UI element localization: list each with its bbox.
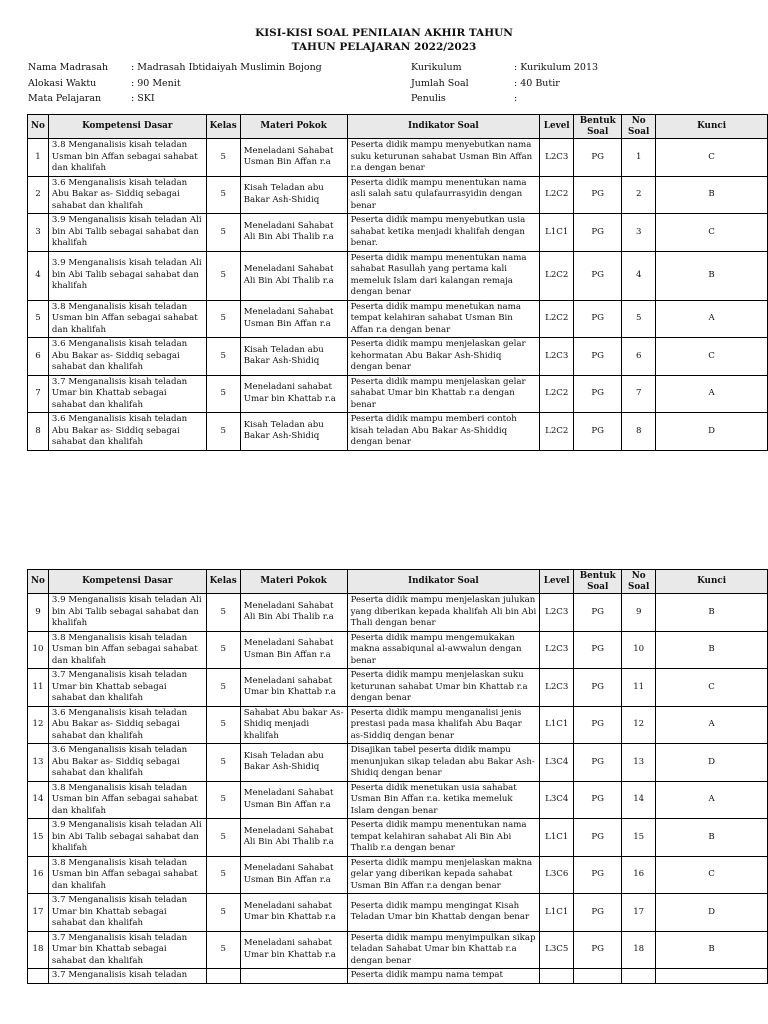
table-row (28, 214, 768, 252)
meta-left (28, 60, 322, 107)
cell-materi: Kisah Teladan abu Bakar Ash-Shidiq (240, 338, 347, 376)
cell-no: 1 (28, 139, 49, 177)
cell-bentuk: PG (574, 631, 622, 669)
cell-bentuk: PG (574, 594, 622, 632)
cell-indikator: Peserta didik mampu menentukan nama tempat kelahiran sahabat Ali Bin Abi Thalib r.a dengan benar (347, 819, 540, 857)
table-body (28, 139, 768, 451)
cell-level: L3C5 (540, 931, 574, 969)
column-header: No (28, 115, 49, 139)
cell-indikator: Peserta didik mampu menganalisi jenis prestasi pada masa khalifah Abu Baqar as-Siddiq dengan benar (347, 706, 540, 744)
cell-kelas: 5 (206, 669, 240, 707)
meta-value: : (514, 93, 518, 104)
cell-kompetensi: 3.9 Menganalisis kisah teladan Ali bin Abi Talib sebagai sahabat dan khalifah (48, 214, 206, 252)
cell-indikator: Peserta didik mampu menetukan nama tempat kelahiran sahabat Usman Bin Affan r.a dengan benar (347, 300, 540, 338)
cell-nosoal: 5 (622, 300, 656, 338)
cell-kelas: 5 (206, 781, 240, 819)
cell-bentuk: PG (574, 300, 622, 338)
cell-kunci: A (656, 300, 768, 338)
cell-no: 17 (28, 894, 49, 932)
cell-bentuk: PG (574, 744, 622, 782)
title-line-1: KISI-KISI SOAL PENILAIAN AKHIR TAHUN (255, 27, 513, 39)
cell-bentuk: PG (574, 338, 622, 376)
cell-no: 11 (28, 669, 49, 707)
cell-kunci: A (656, 706, 768, 744)
cell-nosoal: 1 (622, 139, 656, 177)
cell-level: L2C2 (540, 251, 574, 300)
cell-nosoal: 2 (622, 176, 656, 214)
column-header: Indikator Soal (347, 570, 540, 594)
meta-row (411, 91, 598, 107)
column-header: Materi Pokok (240, 570, 347, 594)
column-header: Level (540, 570, 574, 594)
cell-kunci: B (656, 631, 768, 669)
cell-kompetensi: 3.7 Menganalisis kisah teladan Umar bin Khattab sebagai sahabat dan khalifah (48, 894, 206, 932)
document-title (0, 26, 768, 54)
cell-kelas: 5 (206, 931, 240, 969)
cell-kelas: 5 (206, 894, 240, 932)
table-row (28, 139, 768, 177)
cell-kelas: 5 (206, 856, 240, 894)
cell-bentuk: PG (574, 669, 622, 707)
column-header: Level (540, 115, 574, 139)
cell-bentuk: PG (574, 139, 622, 177)
column-header: Kelas (206, 570, 240, 594)
cell-kunci: B (656, 594, 768, 632)
cell-no: 3 (28, 214, 49, 252)
meta-row (28, 91, 322, 107)
cell-indikator: Peserta didik mampu menentukan nama sahabat Rasullah yang pertama kali memeluk Islam dari kalangan remaja dengan benar (347, 251, 540, 300)
cell-indikator: Peserta didik mampu menyebutkan usia sahabat ketika menjadi khalifah dengan benar. (347, 214, 540, 252)
cell-kunci: D (656, 413, 768, 451)
meta-row (411, 60, 598, 76)
cell-indikator: Peserta didik mampu mengemukakan makna assabiqunal al-awwalun dengan benar (347, 631, 540, 669)
cell-bentuk: PG (574, 176, 622, 214)
cell-kunci: C (656, 669, 768, 707)
cell-indikator: Peserta didik mampu menyimpulkan sikap teladan Sahabat Umar bin Khattab r.a dengan benar (347, 931, 540, 969)
cell-bentuk: PG (574, 856, 622, 894)
table-row (28, 300, 768, 338)
cell-kompetensi: 3.8 Menganalisis kisah teladan Usman bin Affan sebagai sahabat dan khalifah (48, 631, 206, 669)
cell-level: L2C3 (540, 594, 574, 632)
column-header: Kompetensi Dasar (48, 570, 206, 594)
cell-no: 12 (28, 706, 49, 744)
cell-indikator: Disajikan tabel peserta didik mampu menunjukan sikap teladan abu Bakar Ash-Shidiq dengan benar (347, 744, 540, 782)
column-header: Kelas (206, 115, 240, 139)
column-header: No (28, 570, 49, 594)
cell-indikator: Peserta didik mampu menjelaskan gelar sahabat Umar bin Khattab r.a dengan benar (347, 375, 540, 413)
cell-kelas: 5 (206, 139, 240, 177)
cell-nosoal: 13 (622, 744, 656, 782)
meta-label: Mata Pelajaran (28, 93, 102, 104)
cell-indikator: Peserta didik mampu menjelaskan makna gelar yang diberikan kepada sahabat Usman Bin Affan r.a dengan benar (347, 856, 540, 894)
cell-materi: Meneladani Sahabat Usman Bin Affan r.a (240, 856, 347, 894)
cell-no: 16 (28, 856, 49, 894)
cell-bentuk (574, 969, 622, 984)
table-row (28, 669, 768, 707)
cell-materi: Meneladani Sahabat Ali Bin Abi Thalib r.a (240, 819, 347, 857)
cell-nosoal: 8 (622, 413, 656, 451)
kisi-table-2 (27, 569, 768, 984)
table-row (28, 819, 768, 857)
cell-level: L2C2 (540, 176, 574, 214)
cell-kompetensi: 3.7 Menganalisis kisah teladan Umar bin Khattab sebagai sahabat dan khalifah (48, 375, 206, 413)
cell-nosoal: 7 (622, 375, 656, 413)
cell-level: L2C3 (540, 631, 574, 669)
cell-indikator: Peserta didik mampu menyebutkan nama suku keturunan sahabat Usman Bin Affan r.a dengan benar (347, 139, 540, 177)
cell-kompetensi: 3.6 Menganalisis kisah teladan Abu Bakar as- Siddiq sebagai sahabat dan khalifah (48, 413, 206, 451)
cell-kelas: 5 (206, 176, 240, 214)
cell-no: 10 (28, 631, 49, 669)
cell-kelas: 5 (206, 744, 240, 782)
table-row (28, 894, 768, 932)
cell-nosoal: 4 (622, 251, 656, 300)
column-header: Bentuk Soal (574, 115, 622, 139)
cell-indikator: Peserta didik mampu menjelaskan suku keturunan sahabat Umar bin Khattab r.a dengan benar (347, 669, 540, 707)
cell-bentuk: PG (574, 931, 622, 969)
table-row (28, 413, 768, 451)
cell-kelas: 5 (206, 300, 240, 338)
meta-value: : 40 Butir (514, 77, 560, 89)
cell-kompetensi: 3.9 Menganalisis kisah teladan Ali bin Abi Talib sebagai sahabat dan khalifah (48, 251, 206, 300)
cell-nosoal: 14 (622, 781, 656, 819)
cell-bentuk: PG (574, 781, 622, 819)
cell-kompetensi: 3.9 Menganalisis kisah teladan Ali bin Abi Talib sebagai sahabat dan khalifah (48, 819, 206, 857)
meta-row (411, 76, 598, 92)
cell-no: 5 (28, 300, 49, 338)
cell-no (28, 969, 49, 984)
cell-nosoal: 18 (622, 931, 656, 969)
cell-nosoal (622, 969, 656, 984)
cell-materi: Meneladani Sahabat Usman Bin Affan r.a (240, 781, 347, 819)
cell-kelas: 5 (206, 706, 240, 744)
cell-level: L2C2 (540, 300, 574, 338)
cell-kompetensi: 3.7 Menganalisis kisah teladan Umar bin Khattab sebagai sahabat dan khalifah (48, 931, 206, 969)
cell-kompetensi: 3.6 Menganalisis kisah teladan Abu Bakar as- Siddiq sebagai sahabat dan khalifah (48, 338, 206, 376)
column-header: Kunci (656, 115, 768, 139)
cell-bentuk: PG (574, 214, 622, 252)
cell-kelas: 5 (206, 594, 240, 632)
cell-bentuk: PG (574, 706, 622, 744)
cell-kompetensi: 3.6 Menganalisis kisah teladan Abu Bakar as- Siddiq sebagai sahabat dan khalifah (48, 744, 206, 782)
cell-materi (240, 969, 347, 984)
cell-kelas (206, 969, 240, 984)
cell-nosoal: 15 (622, 819, 656, 857)
cell-kompetensi: 3.9 Menganalisis kisah teladan Ali bin Abi Talib sebagai sahabat dan khalifah (48, 594, 206, 632)
cell-kunci: B (656, 819, 768, 857)
cell-indikator: Peserta didik mampu mengingat Kisah Teladan Umar bin Khattab dengan benar (347, 894, 540, 932)
cell-materi: Meneladani Sahabat Ali Bin Abi Thalib r.a (240, 251, 347, 300)
cell-kunci: C (656, 139, 768, 177)
cell-kelas: 5 (206, 631, 240, 669)
cell-level: L1C1 (540, 214, 574, 252)
meta-value: : Madrasah Ibtidaiyah Muslimin Bojong (131, 62, 322, 73)
cell-indikator: Peserta didik mampu menentukan nama asli salah satu qulafaurrasyidin dengan benar (347, 176, 540, 214)
table-header (28, 115, 768, 139)
table-row (28, 631, 768, 669)
column-header: Kompetensi Dasar (48, 115, 206, 139)
cell-kelas: 5 (206, 338, 240, 376)
cell-kunci: B (656, 251, 768, 300)
cell-kunci: C (656, 856, 768, 894)
kisi-table-1 (27, 114, 768, 451)
cell-kelas: 5 (206, 375, 240, 413)
cell-indikator: Peserta didik mampu menjelaskan gelar kehormatan Abu Bakar Ash-Shidiq dengan benar (347, 338, 540, 376)
cell-nosoal: 17 (622, 894, 656, 932)
cell-kompetensi: 3.6 Menganalisis kisah teladan Abu Bakar as- Siddiq sebagai sahabat dan khalifah (48, 706, 206, 744)
table-row (28, 744, 768, 782)
meta-label: Alokasi Waktu (28, 77, 97, 89)
cell-indikator: Peserta didik mampu memberi contoh kisah teladan Abu Bakar As-Shiddiq dengan benar (347, 413, 540, 451)
cell-kompetensi: 3.7 Menganalisis kisah teladan (48, 969, 206, 984)
meta-value: : SKI (131, 93, 155, 104)
column-header: Materi Pokok (240, 115, 347, 139)
table-row (28, 931, 768, 969)
cell-no: 7 (28, 375, 49, 413)
cell-level: L2C3 (540, 338, 574, 376)
header-row (28, 570, 768, 594)
cell-kelas: 5 (206, 214, 240, 252)
meta-label: Jumlah Soal (411, 77, 469, 89)
cell-kompetensi: 3.8 Menganalisis kisah teladan Usman bin Affan sebagai sahabat dan khalifah (48, 139, 206, 177)
cell-kunci: D (656, 744, 768, 782)
cell-no: 13 (28, 744, 49, 782)
cell-bentuk: PG (574, 819, 622, 857)
meta-label: Penulis (411, 93, 446, 104)
cell-nosoal: 11 (622, 669, 656, 707)
cell-level: L2C3 (540, 139, 574, 177)
cell-kunci: C (656, 338, 768, 376)
meta-value: : 90 Menit (131, 77, 181, 89)
cell-materi: Meneladani Sahabat Ali Bin Abi Thalib r.a (240, 214, 347, 252)
cell-materi: Sahabat Abu bakar As-Shidiq menjadi khalifah (240, 706, 347, 744)
cell-level: L2C2 (540, 413, 574, 451)
cell-kunci (656, 969, 768, 984)
cell-level: L1C1 (540, 819, 574, 857)
column-header: Kunci (656, 570, 768, 594)
cell-level: L1C1 (540, 706, 574, 744)
cell-indikator: Peserta didik mampu nama tempat (347, 969, 540, 984)
cell-kompetensi: 3.8 Menganalisis kisah teladan Usman bin Affan sebagai sahabat dan khalifah (48, 781, 206, 819)
cell-kompetensi: 3.7 Menganalisis kisah teladan Umar bin Khattab sebagai sahabat dan khalifah (48, 669, 206, 707)
cell-materi: Meneladani Sahabat Usman Bin Affan r.a (240, 139, 347, 177)
header-row (28, 115, 768, 139)
title-line-2: TAHUN PELAJARAN 2022/2023 (291, 41, 477, 53)
cell-materi: Meneladani sahabat Umar bin Khattab r.a (240, 894, 347, 932)
cell-no: 14 (28, 781, 49, 819)
meta-row (28, 60, 322, 76)
cell-kelas: 5 (206, 251, 240, 300)
cell-materi: Meneladani Sahabat Ali Bin Abi Thalib r.a (240, 594, 347, 632)
cell-level: L3C4 (540, 781, 574, 819)
column-header: No Soal (622, 115, 656, 139)
cell-level: L2C3 (540, 669, 574, 707)
cell-kunci: A (656, 781, 768, 819)
cell-kelas: 5 (206, 819, 240, 857)
cell-materi: Kisah Teladan abu Bakar Ash-Shidiq (240, 413, 347, 451)
cell-indikator: Peserta didik mampu menjelaskan julukan yang diberikan kepada khalifah Ali bin Abi Thali dengan benar (347, 594, 540, 632)
meta-label: Kurikulum (411, 62, 462, 73)
cell-nosoal: 6 (622, 338, 656, 376)
cell-no: 9 (28, 594, 49, 632)
column-header: No Soal (622, 570, 656, 594)
cell-no: 6 (28, 338, 49, 376)
meta-right (411, 60, 598, 107)
cell-nosoal: 10 (622, 631, 656, 669)
cell-kunci: D (656, 894, 768, 932)
table-row (28, 856, 768, 894)
meta-value: : Kurikulum 2013 (514, 62, 599, 73)
cell-level: L3C6 (540, 856, 574, 894)
cell-materi: Meneladani Sahabat Usman Bin Affan r.a (240, 631, 347, 669)
table-row (28, 781, 768, 819)
cell-nosoal: 12 (622, 706, 656, 744)
cell-bentuk: PG (574, 251, 622, 300)
cell-bentuk: PG (574, 413, 622, 451)
cell-materi: Kisah Teladan abu Bakar Ash-Shidiq (240, 176, 347, 214)
cell-no: 2 (28, 176, 49, 214)
cell-level: L3C4 (540, 744, 574, 782)
table-row (28, 176, 768, 214)
meta-label: Nama Madrasah (28, 62, 109, 73)
cell-no: 15 (28, 819, 49, 857)
cell-kunci: A (656, 375, 768, 413)
cell-materi: Meneladani sahabat Umar bin Khattab r.a (240, 931, 347, 969)
cell-level (540, 969, 574, 984)
cell-nosoal: 9 (622, 594, 656, 632)
cell-indikator: Peserta didik menetukan usia sahabat Usman Bin Affan r.a. ketika memeluk Islam dengan benar (347, 781, 540, 819)
cell-no: 8 (28, 413, 49, 451)
cell-nosoal: 16 (622, 856, 656, 894)
meta-row (28, 76, 322, 92)
cell-kelas: 5 (206, 413, 240, 451)
cell-kunci: C (656, 214, 768, 252)
table-row (28, 594, 768, 632)
table-header (28, 570, 768, 594)
cell-materi: Meneladani sahabat Umar bin Khattab r.a (240, 669, 347, 707)
cell-kompetensi: 3.8 Menganalisis kisah teladan Usman bin Affan sebagai sahabat dan khalifah (48, 856, 206, 894)
table-row (28, 338, 768, 376)
cell-bentuk: PG (574, 894, 622, 932)
cell-kunci: B (656, 931, 768, 969)
column-header: Bentuk Soal (574, 570, 622, 594)
table-row (28, 375, 768, 413)
cell-no: 4 (28, 251, 49, 300)
cell-kompetensi: 3.8 Menganalisis kisah teladan Usman bin Affan sebagai sahabat dan khalifah (48, 300, 206, 338)
cell-materi: Kisah Teladan abu Bakar Ash-Shidiq (240, 744, 347, 782)
table-row (28, 706, 768, 744)
cell-no: 18 (28, 931, 49, 969)
cell-level: L2C2 (540, 375, 574, 413)
table-body (28, 594, 768, 984)
column-header: Indikator Soal (347, 115, 540, 139)
cell-kompetensi: 3.6 Menganalisis kisah teladan Abu Bakar as- Siddiq sebagai sahabat dan khalifah (48, 176, 206, 214)
table-row (28, 969, 768, 984)
cell-bentuk: PG (574, 375, 622, 413)
table-row (28, 251, 768, 300)
cell-materi: Meneladani Sahabat Usman Bin Affan r.a (240, 300, 347, 338)
cell-level: L1C1 (540, 894, 574, 932)
cell-kunci: B (656, 176, 768, 214)
cell-nosoal: 3 (622, 214, 656, 252)
cell-materi: Meneladani sahabat Umar bin Khattab r.a (240, 375, 347, 413)
